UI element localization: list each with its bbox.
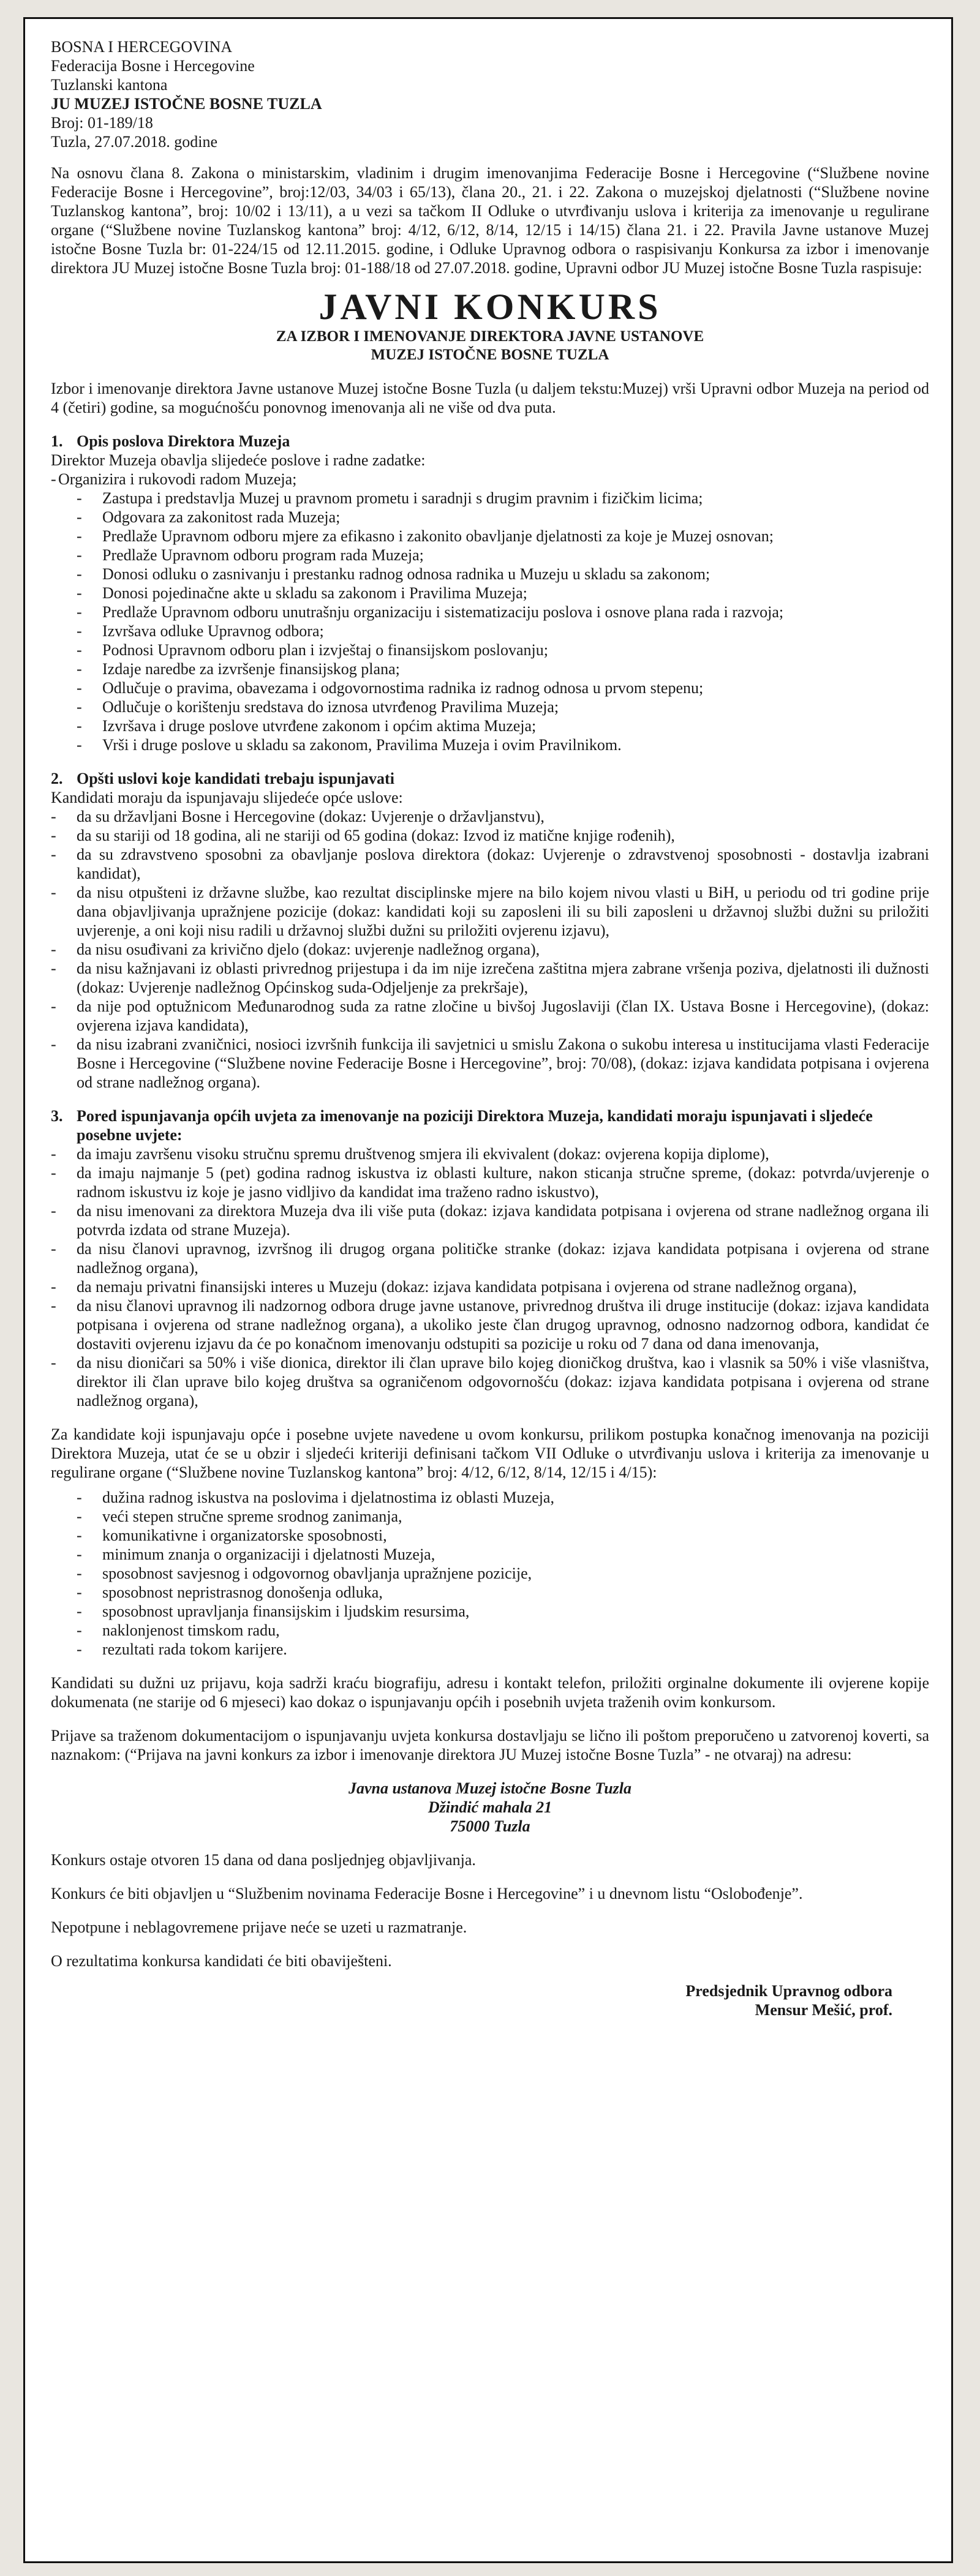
list-item: - Izdaje naredbe za izvršenje finansijskog plana;: [51, 659, 929, 678]
list-item: - da nisu kažnjavani iz oblasti privrednog prijestupa i da im nije izrečena zaštitna mjera zabrane vršenja poziva, djelatnosti ili dužnosti (dokaz: Uvjerenje nadležnog Općinskog suda-Odjeljenje za prekršaje),: [51, 959, 929, 997]
list-item: - dužina radnog iskustva na poslovima i djelatnostima iz oblasti Muzeja,: [51, 1488, 929, 1507]
list-item: - da nemaju privatni finansijski interes u Muzeju (dokaz: izjava kandidata potpisana i ovjerena od strane nadležnog organa),: [51, 1277, 929, 1296]
address-line-street: Džindić mahala 21: [428, 1798, 552, 1816]
list-item: - Podnosi Upravnom odboru plan i izvještaj o finansijskom poslovanju;: [51, 640, 929, 659]
list-item: - Odlučuje o korištenju sredstava do iznosa utvrđenog Pravilima Muzeja;: [51, 697, 929, 716]
results-paragraph: O rezultatima konkursa kandidati će biti obaviješteni.: [51, 1952, 392, 1970]
section-2-title: Opšti uslovi koje kandidati trebaju ispunjavati: [77, 770, 394, 787]
list-item: - Predlaže Upravnom odboru unutrašnju organizaciju i sistematizaciju poslova i osnove plana rada i razvoja;: [51, 603, 929, 621]
list-item: - da su državljani Bosne i Hercegovine (dokaz: Uvjerenje o državljanstvu),: [51, 807, 929, 826]
header-institution: JU MUZEJ ISTOČNE BOSNE TUZLA: [51, 95, 322, 113]
section-2-heading: [51, 769, 929, 788]
title-block: [51, 286, 929, 364]
criteria-intro-paragraph: Za kandidate koji ispunjavaju opće i posebne uvjete navedene u ovom konkursu, prilikom postupka konačnog imenovanja na poziciji Direktora Muzeja, utat će se u obzir i sljedeći kriteriji definisani tačkom VII Odluke o utvrđivanju uslova i kriterija za imenovanje u regulirane organe (“Službene novine Tuzlanskog kantona” broj: 4/12, 6/12, 8/14, 12/15 i 4/15):: [51, 1425, 929, 1481]
header-canton: Tuzlanski kantona: [51, 76, 168, 94]
signatory-role: Predsjednik Upravnog odbora: [685, 1982, 892, 2000]
public-notice-advertisement: [23, 17, 953, 2563]
list-item: - minimum znanja o organizaciji i djelatnosti Muzeja,: [51, 1545, 929, 1564]
general-conditions-list: [51, 807, 929, 1092]
list-item: - rezultati rada tokom karijere.: [51, 1640, 929, 1659]
notice-subtitle-line-2: MUZEJ ISTOČNE BOSNE TUZLA: [371, 347, 609, 363]
list-item: - komunikativne i organizatorske sposobnosti,: [51, 1526, 929, 1545]
list-item: - da su zdravstveno sposobni za obavljanje poslova direktora (dokaz: Uvjerenje o zdravstvenoj sposobnosti - dostavlja izabrani kandidat),: [51, 845, 929, 883]
list-item: - sposobnost upravljanja finansijskim i ljudskim resursima,: [51, 1602, 929, 1621]
signatory-name: Mensur Mešić, prof.: [755, 2001, 892, 2019]
section-2-lead: Kandidati moraju da ispunjavaju slijedeće opće uslove:: [51, 789, 403, 806]
list-item: - Vrši i druge poslove u skladu sa zakonom, Pravilima Muzeja i ovim Pravilnikom.: [51, 735, 929, 754]
list-item: - Izvršava i druge poslove utvrđene zakonom i općim aktima Muzeja;: [51, 716, 929, 735]
section-1-number: 1.: [51, 432, 63, 450]
section-3-title: Pored ispunjavanja općih uvjeta za imenovanje na poziciji Direktora Muzeja, kandidati moraju ispunjavati i sljedeće posebne uvjete:: [77, 1107, 873, 1144]
legal-basis-paragraph: Na osnovu člana 8. Zakona o ministarskim, vladinim i drugim imenovanjima Federacije Bosne i Hercegovine (“Službene novine Federacije Bosne i Hercegovine”, broj:12/03, 34/03 i 65/13), člana 20., 21. i 22. Zakona o muzejskoj djelatnosti (“Službene novine Tuzlanskog kantona”, broj: 10/02 i 13/11), a u vezi sa tačkom II Odluke o utvrđivanju uslova i kriterija za imenovanje u regulirane organe (“Službene novine Tuzlanskog kantona” broj: 4/12, 6/12, 8/14, 12/15 i 14/15) člana 21. i 22. Pravila Javne ustanove Muzej istočne Bosne Tuzla br: 01-224/15 od 12.11.2015. godine, i Odluke Upravnog odbora o raspisivanju Konkursa za izbor i imenovanje direktora JU Muzej istočne Bosne Tuzla broj: 01-188/18 od 27.07.2018. godine, Upravni odbor JU Muzej istočne Bosne Tuzla raspisuje:: [51, 164, 929, 277]
issuer-header: [51, 37, 929, 151]
list-item: - da nisu članovi upravnog, izvršnog ili drugog organa političke stranke (dokaz: izjava kandidata potpisana i ovjerena od strane nadležnog organa),: [51, 1239, 929, 1277]
list-item: - sposobnost nepristrasnog donošenja odluka,: [51, 1583, 929, 1602]
list-item: - Donosi pojedinačne akte u skladu sa zakonom i Pravilima Muzeja;: [51, 584, 929, 603]
list-item: - da imaju najmanje 5 (pet) godina radnog iskustva iz oblasti kulture, nakon sticanja stručne spreme, (dokaz: potvrda/uvjerenje o radnom iskustvu iz koje je jasno vidljivo da kandidat ima traženo radno iskustvo),: [51, 1163, 929, 1201]
list-item: - Donosi odluku o zasnivanju i prestanku radnog odnosa radnika u Muzeju u skladu sa zakonom;: [51, 565, 929, 584]
documents-paragraph: Kandidati su dužni uz prijavu, koja sadrži kraću biografiju, adresu i kontakt telefon, priložiti orginalne dokumente ili ovjerene kopije dokumenata (ne starije od 6 mjeseci) kao dokaz o ispunjavanju općih i posebnih uvjeta traženih ovim konkursom.: [51, 1674, 929, 1711]
list-item: - da nisu imenovani za direktora Muzeja dva ili više puta (dokaz: izjava kandidata potpisana i ovjerena od strane nadležnog organa ili potvrda izdata od strane Muzeja).: [51, 1201, 929, 1239]
list-item: - da nisu osuđivani za krivično djelo (dokaz: uvjerenje nadležnog organa),: [51, 940, 929, 959]
special-conditions-list: [51, 1144, 929, 1410]
list-item: - da nisu dioničari sa 50% i više dionica, direktor ili član uprave bilo kojeg dioničkog društva, kao i vlasnik sa 50% i više vlasništva, direktor ili član uprave bilo kojeg društva sa ograničenom odgovornošću (dokaz: izjava kandidata potpisana i ovjerena od strane nadležnog organa),: [51, 1353, 929, 1410]
list-item: - Predlaže Upravnom odboru mjere za efikasno i zakonito obavljanje djelatnosti za koje je Muzej osnovan;: [51, 527, 929, 546]
list-item: - Odlučuje o pravima, obavezama i odgovornostima radnika iz radnog odnosa u prvom stepenu;: [51, 678, 929, 697]
publication-paragraph: Konkurs će biti objavljen u “Službenim novinama Federacije Bosne i Hercegovine” i u dnevnom listu “Oslobođenje”.: [51, 1885, 803, 1902]
list-item: - Zastupa i predstavlja Muzej u pravnom prometu i saradnji s drugim pravnim i fizičkim licima;: [51, 489, 929, 508]
open-period-paragraph: Konkurs ostaje otvoren 15 dana od dana posljednjeg objavljivanja.: [51, 1851, 476, 1869]
list-item: - naklonjenost timskom radu,: [51, 1621, 929, 1640]
header-federation: Federacija Bosne i Hercegovine: [51, 57, 255, 75]
section-3-number: 3.: [51, 1107, 63, 1125]
list-item: - da imaju završenu visoku stručnu spremu društvenog smjera ili ekvivalent (dokaz: ovjerena kopija diplome),: [51, 1144, 929, 1163]
list-item: - veći stepen stručne spreme srodnog zanimanja,: [51, 1507, 929, 1526]
list-item: - Izvršava odluke Upravnog odbora;: [51, 621, 929, 640]
header-reference-number: Broj: 01-189/18: [51, 114, 153, 132]
list-item: - sposobnost savjesnog i odgovornog obavljanja upražnjene pozicije,: [51, 1564, 929, 1583]
notice-title: JAVNI KONKURS: [318, 287, 662, 327]
list-item: - da nije pod optužnicom Međunarodnog suda za ratne zločine u bivšoj Jugoslaviji (član IX. Ustava Bosne i Hercegovine), (dokaz: ovjerena izjava kandidata),: [51, 997, 929, 1035]
header-date: Tuzla, 27.07.2018. godine: [51, 133, 218, 151]
list-item: - Organizira i rukovodi radom Muzeja;: [51, 470, 929, 489]
header-country: BOSNA I HERCEGOVINA: [51, 38, 233, 56]
submission-paragraph: Prijave sa traženom dokumentacijom o ispunjavanju uvjeta konkursa dostavljaju se lično ili poštom preporučeno u zatvorenoj koverti, sa naznakom: (“Prijava na javni konkurs za izbor i imenovanje direktora JU Muzej istočne Bosne Tuzla” - ne otvaraj) na adresu:: [51, 1727, 929, 1763]
list-item: - da nisu izabrani zvaničnici, nosioci izvršnih funkcija ili savjetnici u smislu Zakona o sukobu interesa u institucijama vlasti Federacije Bosne i Hercegovine (“Službene novine Federacije Bosne i Hercegovine”, broj: 70/08), (dokaz: izjava kandidata potpisana i ovjerena od strane nadležnog organa).: [51, 1035, 929, 1092]
notice-subtitle-line-1: ZA IZBOR I IMENOVANJE DIREKTORA JAVNE USTANOVE: [276, 328, 704, 345]
duties-list: [51, 470, 929, 754]
list-item: - Predlaže Upravnom odboru program rada Muzeja;: [51, 546, 929, 565]
section-3-heading: [51, 1106, 929, 1144]
signature-block: [51, 1981, 929, 2019]
section-1-title: Opis poslova Direktora Muzeja: [77, 432, 290, 450]
list-item: - Odgovara za zakonitost rada Muzeja;: [51, 508, 929, 527]
section-2-number: 2.: [51, 770, 63, 787]
submission-address: [51, 1779, 929, 1836]
opening-paragraph: Izbor i imenovanje direktora Javne ustanove Muzej istočne Bosne Tuzla (u daljem tekstu:Muzej) vrši Upravni odbor Muzeja na period od 4 (četiri) godine, sa mogućnošću ponovnog imenovanja ali ne više od dva puta.: [51, 380, 929, 416]
incomplete-applications-paragraph: Nepotpune i neblagovremene prijave neće se uzeti u razmatranje.: [51, 1918, 467, 1936]
address-line-city: 75000 Tuzla: [450, 1817, 530, 1835]
notice-content: [51, 37, 929, 2549]
list-item: - da nisu otpušteni iz državne službe, kao rezultat disciplinske mjere na bilo kojem nivou vlasti u BiH, u periodu od tri godine prije dana objavljivanja upražnjene pozicije (dokaz: kandidati koji su zaposleni ili su bili zaposleni u državnoj službi dužni su priložiti uvjerenje, a oni koji nisu radili u državnoj službi dužni su priložiti ovjerenu izjavu),: [51, 883, 929, 940]
section-1-heading: [51, 432, 929, 451]
list-item: - da nisu članovi upravnog ili nadzornog odbora druge javne ustanove, privrednog društva ili druge institucije (dokaz: izjava kandidata potpisana i ovjerena od strane nadležnog organa), a ukoliko jeste član drugog upravnog, odnosno nadzornog odbora, kandidat će dostaviti ovjerenu izjavu da će po konačnom imenovanju odstupiti sa pozicije u roku od 7 dana od dana imenovanja,: [51, 1296, 929, 1353]
criteria-list: [51, 1488, 929, 1659]
section-1-lead: Direktor Muzeja obavlja slijedeće poslove i radne zadatke:: [51, 451, 426, 469]
list-item: - da su stariji od 18 godina, ali ne stariji od 65 godina (dokaz: Izvod iz matične knjige rođenih),: [51, 826, 929, 845]
address-line-institution: Javna ustanova Muzej istočne Bosne Tuzla: [348, 1779, 632, 1797]
